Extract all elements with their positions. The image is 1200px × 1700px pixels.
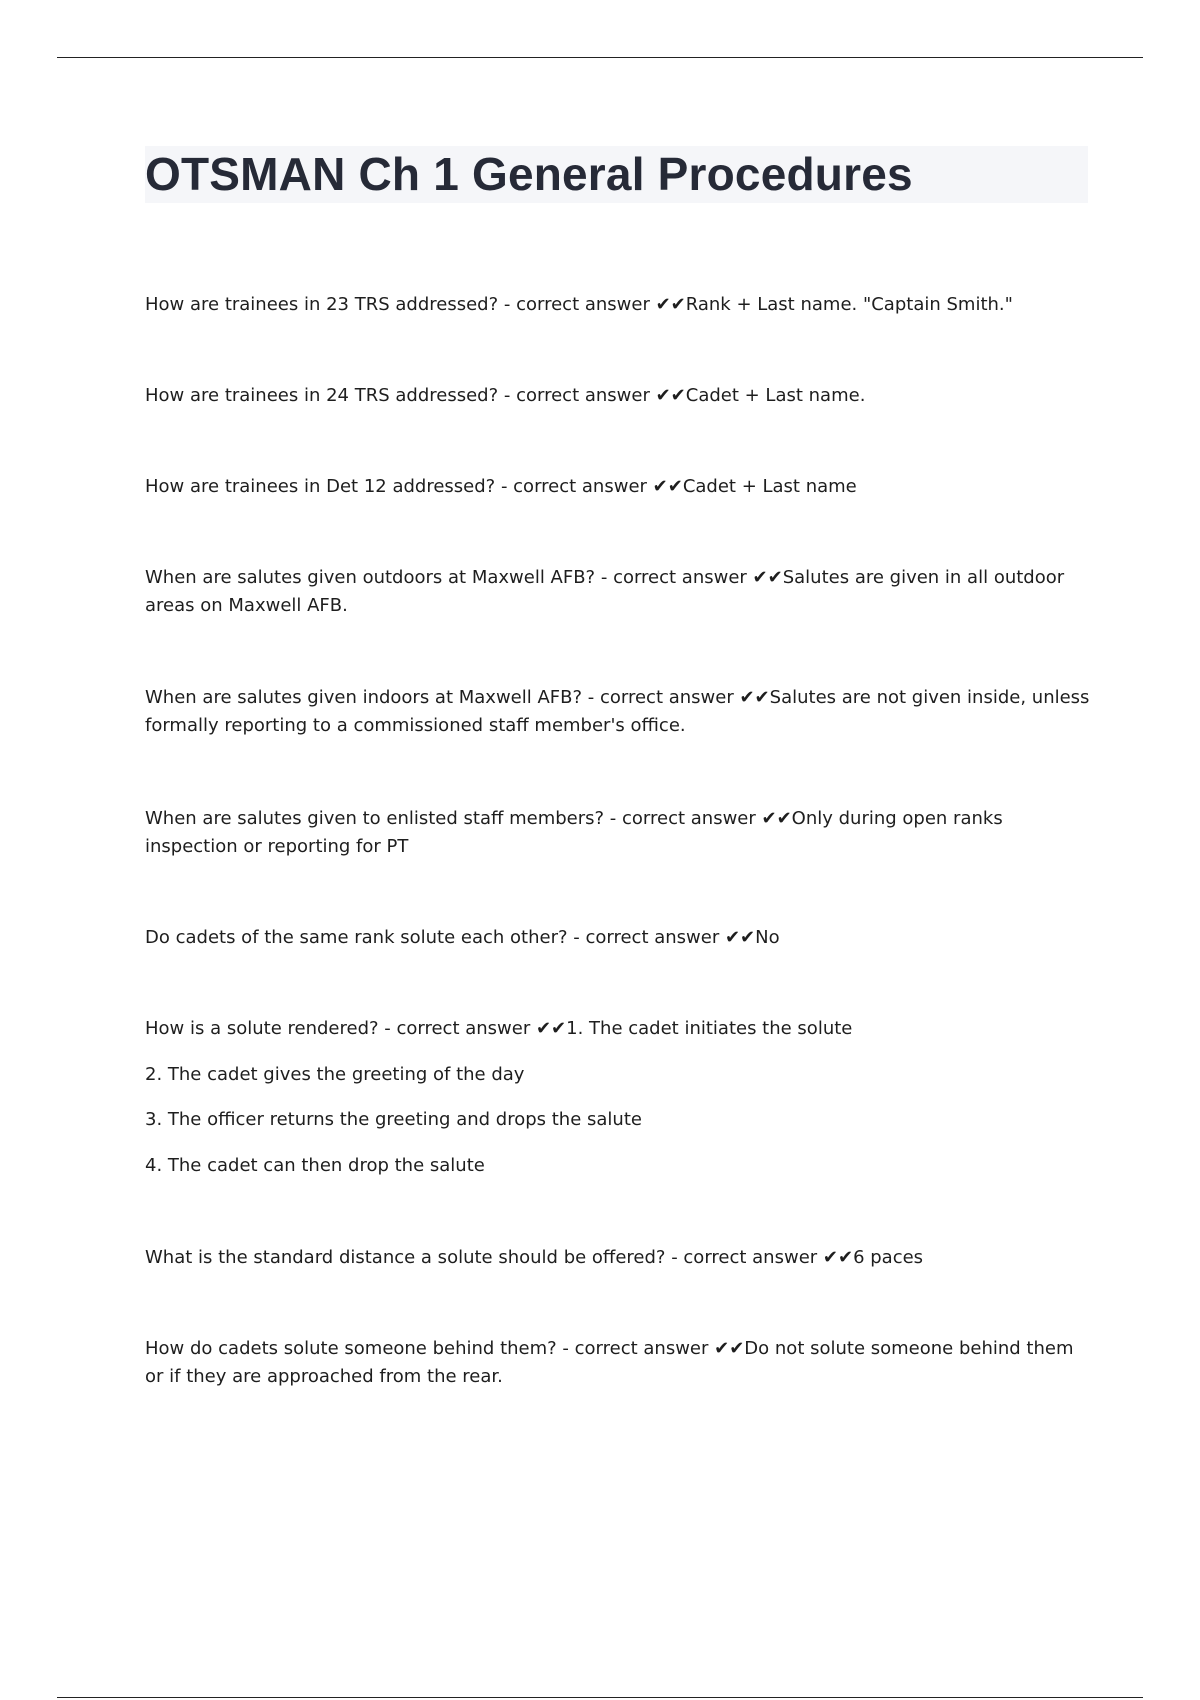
answer-separator: - correct answer [665, 1247, 823, 1268]
question: When are salutes given indoors at Maxwell AFB? [145, 687, 583, 708]
answer: 6 paces [853, 1247, 924, 1268]
check-marks: ✔✔ [761, 808, 792, 829]
check-marks: ✔✔ [655, 385, 686, 406]
answer: 1. The cadet initiates the solute [566, 1018, 853, 1039]
qa-item-7 [145, 924, 1095, 952]
answer-separator: - correct answer [495, 476, 653, 497]
check-marks: ✔✔ [739, 687, 770, 708]
check-marks: ✔✔ [652, 476, 683, 497]
check-marks: ✔✔ [752, 567, 783, 588]
answer-separator: - correct answer [498, 294, 656, 315]
answer-separator: - correct answer [378, 1018, 536, 1039]
check-marks: ✔✔ [822, 1247, 854, 1268]
check-marks: ✔✔ [535, 1018, 567, 1039]
document-title: OTSMAN Ch 1 General Procedures [145, 148, 913, 200]
check-marks: ✔✔ [724, 927, 756, 948]
qa-item-8 [145, 1015, 1095, 1043]
answer-separator: - correct answer [567, 927, 725, 948]
answer: Cadet + Last name [682, 476, 857, 497]
qa-item-5 [145, 684, 1095, 740]
question: How are trainees in Det 12 addressed? [145, 476, 496, 497]
answer: Cadet + Last name. [685, 385, 866, 406]
answer-separator: - correct answer [498, 385, 656, 406]
qa-item-10 [145, 1335, 1095, 1391]
question: How is a solute rendered? [145, 1018, 379, 1039]
qa-item-6 [145, 805, 1095, 861]
qa-item-9 [145, 1244, 1095, 1272]
question: How do cadets solute someone behind them? [145, 1338, 557, 1359]
check-marks: ✔✔ [714, 1338, 745, 1359]
question: When are salutes given outdoors at Maxwell AFB? [145, 567, 596, 588]
answer-separator: - correct answer [604, 808, 762, 829]
answer: Rank + Last name. "Captain Smith." [685, 294, 1013, 315]
answer: Only during open ranks inspection or reporting for PT [145, 808, 1003, 857]
answer-separator: - correct answer [595, 567, 753, 588]
qa-item-4 [145, 564, 1095, 620]
question: What is the standard distance a solute should be offered? [145, 1247, 666, 1268]
answer: Salutes are given in all outdoor areas on Maxwell AFB. [145, 567, 1065, 616]
answer: Do not solute someone behind them or if they are approached from the rear. [145, 1338, 1074, 1387]
check-marks: ✔✔ [655, 294, 686, 315]
question: Do cadets of the same rank solute each other? [145, 927, 568, 948]
answer-separator: - correct answer [582, 687, 740, 708]
solute-step-4: 4. The cadet can then drop the salute [145, 1155, 485, 1176]
answer: No [755, 927, 780, 948]
bottom-rule [57, 1697, 1143, 1698]
question: How are trainees in 24 TRS addressed? [145, 385, 499, 406]
solute-step-3: 3. The officer returns the greeting and drops the salute [145, 1109, 642, 1130]
question: How are trainees in 23 TRS addressed? [145, 294, 499, 315]
question: When are salutes given to enlisted staff members? [145, 808, 605, 829]
answer-separator: - correct answer [556, 1338, 715, 1359]
qa-item-3 [145, 473, 1095, 501]
top-rule [57, 57, 1143, 58]
answer: Salutes are not given inside, unless formally reporting to a commissioned staff member's office. [145, 687, 1090, 736]
solute-step-2: 2. The cadet gives the greeting of the day [145, 1064, 525, 1085]
qa-item-1 [145, 291, 1095, 319]
qa-item-2 [145, 382, 1095, 410]
